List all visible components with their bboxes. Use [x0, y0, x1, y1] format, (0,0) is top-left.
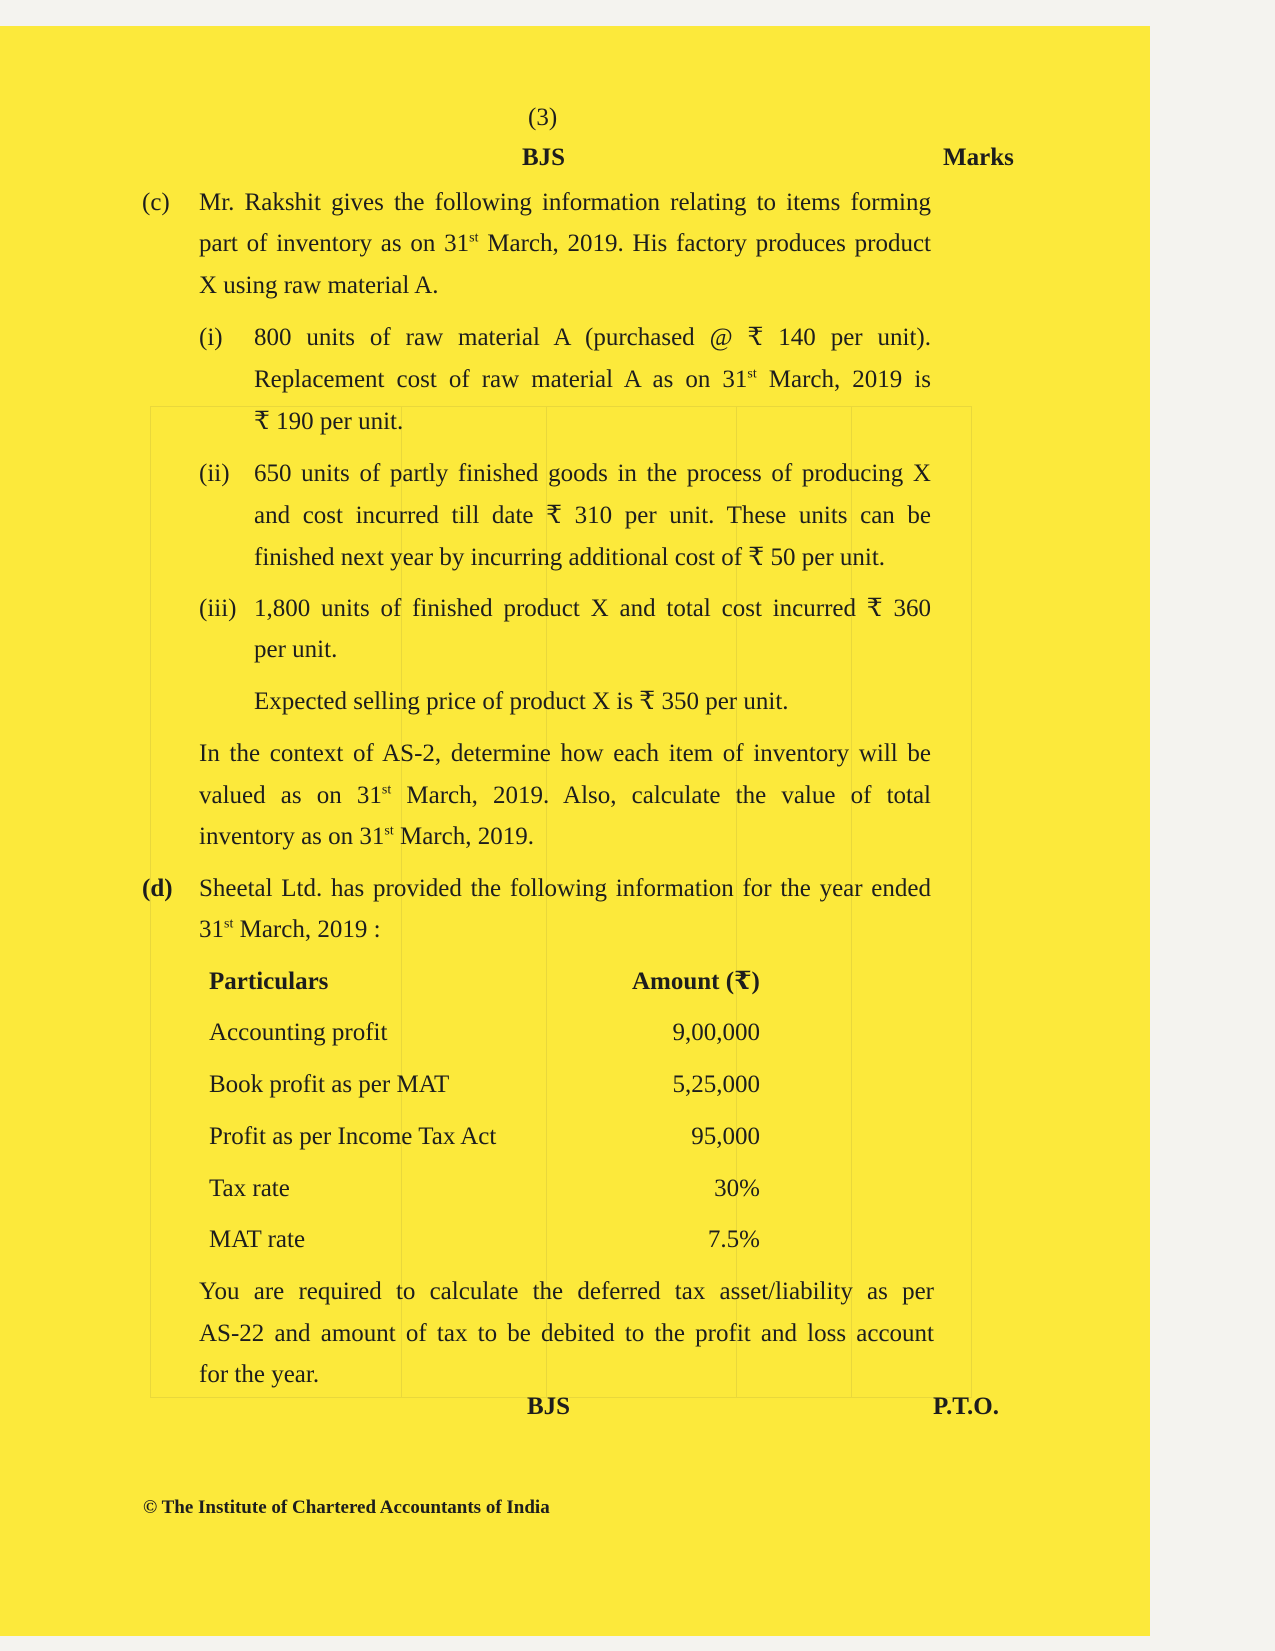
question-c-intro-line-1: Mr. Rakshit gives the following information relating to items forming	[199, 189, 931, 216]
question-c-closing-line-1: In the context of AS-2, determine how each item of inventory will be	[199, 740, 931, 767]
table-row-5-label: MAT rate	[209, 1226, 306, 1253]
item-ii-line-3: finished next year by incurring additional cost of ₹ 50 per unit.	[254, 544, 886, 571]
table-row-2-label: Book profit as per MAT	[209, 1071, 450, 1098]
item-ii-line-2: and cost incurred till date ₹ 310 per unit. These units can be	[254, 502, 931, 529]
header-code: BJS	[522, 144, 566, 171]
table-row-3-label: Profit as per Income Tax Act	[209, 1123, 497, 1150]
item-ii-line-1: 650 units of partly finished goods in the process of producing X	[254, 460, 931, 487]
footer-code: BJS	[527, 1393, 571, 1420]
question-d-closing-line-2: AS-22 and amount of tax to be debited to the profit and loss account	[199, 1320, 934, 1347]
table-row-1-value: 9,00,000	[672, 1019, 760, 1046]
table-row-4-value: 30%	[714, 1175, 760, 1202]
question-c-closing-line-3: inventory as on 31st March, 2019.	[199, 823, 534, 850]
item-i-line-2: Replacement cost of raw material A as on 31st March, 2019 is	[254, 366, 931, 393]
item-i-line-3: ₹ 190 per unit.	[254, 408, 404, 435]
footer-copyright: © The Institute of Chartered Accountants of India	[143, 1497, 550, 1518]
table-row-5-value: 7.5%	[707, 1226, 760, 1253]
item-iii-line-1: 1,800 units of finished product X and total cost incurred ₹ 360	[254, 595, 931, 622]
question-c-closing-line-2: valued as on 31st March, 2019. Also, calculate the value of total	[199, 782, 932, 809]
page-number: (3)	[528, 104, 558, 131]
table-row-4-label: Tax rate	[209, 1175, 290, 1202]
table-header-particulars: Particulars	[209, 968, 329, 995]
footer-pto: P.T.O.	[933, 1393, 999, 1420]
question-d-intro-line-2: 31st March, 2019 :	[199, 916, 381, 943]
item-iii-line-2: per unit.	[254, 636, 338, 663]
item-iii-label: (iii)	[199, 595, 237, 622]
question-d-intro-line-1: Sheetal Ltd. has provided the following information for the year ended	[199, 875, 931, 902]
item-i-label: (i)	[199, 324, 223, 351]
item-i-line-1: 800 units of raw material A (purchased @ ₹ 140 per unit).	[254, 324, 931, 351]
question-d-closing-line-3: for the year.	[199, 1361, 320, 1388]
table-row-1-label: Accounting profit	[209, 1019, 388, 1046]
item-iii-line-3: Expected selling price of product X is ₹ 350 per unit.	[254, 688, 789, 715]
question-c-intro-line-2: part of inventory as on 31st March, 2019. His factory produces product	[199, 230, 931, 257]
question-c-intro-line-3: X using raw material A.	[199, 272, 439, 299]
question-c-label: (c)	[142, 189, 170, 216]
question-d-label: (d)	[142, 875, 173, 902]
table-row-2-value: 5,25,000	[672, 1071, 760, 1098]
question-d-closing-line-1: You are required to calculate the deferred tax asset/liability as per	[199, 1278, 934, 1305]
marks-label: Marks	[943, 144, 1014, 171]
item-ii-label: (ii)	[199, 460, 230, 487]
table-header-amount: Amount (₹)	[632, 968, 760, 995]
table-row-3-value: 95,000	[691, 1123, 760, 1150]
